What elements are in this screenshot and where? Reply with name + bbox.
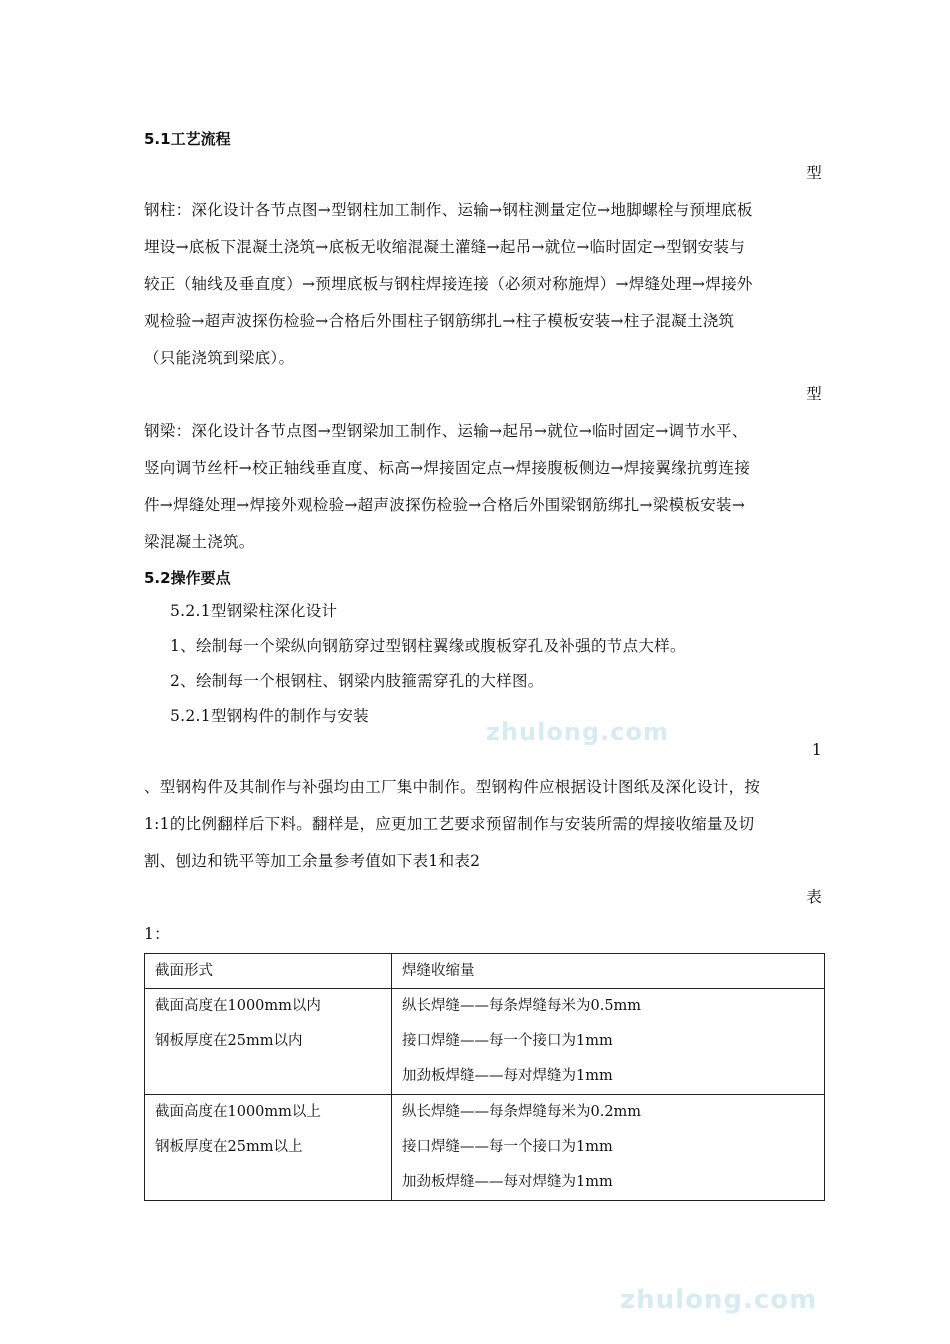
paragraph-lead: 1 bbox=[811, 741, 822, 759]
paragraph-line: 割、刨边和铣平等加工余量参考值如下表1和表2 bbox=[144, 852, 481, 870]
beam-flow-line: 梁混凝土浇筑。 bbox=[144, 533, 255, 551]
beam-flow-line: 件→焊缝处理→焊接外观检验→超声波探伤检验→合格后外围梁钢筋绑扎→梁模板安装→ bbox=[144, 496, 746, 514]
column-flow-line: 观检验→超声波探伤检验→合格后外围柱子钢筋绑扎→柱子模板安装→柱子混凝土浇筑 bbox=[144, 312, 735, 330]
section-condition: 截面高度在1000mm以内 bbox=[155, 998, 321, 1014]
watermark: zhulong.com bbox=[620, 1285, 818, 1315]
table-header-cell bbox=[145, 954, 392, 989]
column-flow-line: 较正（轴线及垂直度）→预埋底板与钢柱焊接连接（必须对称施焊）→焊缝处理→焊接外 bbox=[144, 275, 753, 293]
table-header-cell bbox=[392, 954, 825, 989]
table-cell bbox=[392, 1095, 825, 1201]
header-section-form: 截面形式 bbox=[155, 963, 213, 979]
subsection-title: 5.2.1型钢梁柱深化设计 bbox=[170, 602, 338, 620]
table-cell bbox=[145, 1095, 392, 1201]
shrinkage-value: 加劲板焊缝——每对焊缝为1mm bbox=[402, 1174, 613, 1190]
shrinkage-value: 纵长焊缝——每条焊缝每米为0.5mm bbox=[402, 998, 642, 1014]
section-condition: 钢板厚度在25mm以内 bbox=[155, 1033, 303, 1049]
section-5-2-title: 5.2操作要点 bbox=[144, 569, 231, 587]
table-cell bbox=[145, 989, 392, 1095]
shrinkage-value: 加劲板焊缝——每对焊缝为1mm bbox=[402, 1068, 613, 1084]
paragraph-line: 、型钢构件及其制作与补强均由工厂集中制作。型钢构件应根据设计图纸及深化设计，按 bbox=[144, 778, 761, 796]
table-cell bbox=[392, 989, 825, 1095]
list-item: 1、绘制每一个梁纵向钢筋穿过型钢柱翼缘或腹板穿孔及补强的节点大样。 bbox=[170, 637, 686, 655]
column-flow-lead: 型 bbox=[806, 164, 822, 182]
beam-flow-line: 钢梁：深化设计各节点图→型钢梁加工制作、运输→起吊→就位→临时固定→调节水平、 bbox=[144, 422, 748, 440]
list-item: 2、绘制每一个根钢柱、钢梁内肢箍需穿孔的大样图。 bbox=[170, 672, 544, 690]
watermark: zhulong.com bbox=[486, 718, 669, 746]
table-row bbox=[145, 1095, 825, 1201]
shrinkage-value: 纵长焊缝——每条焊缝每米为0.2mm bbox=[402, 1104, 642, 1120]
beam-flow-line: 竖向调节丝杆→校正轴线垂直度、标高→焊接固定点→焊接腹板侧边→焊接翼缘抗剪连接 bbox=[144, 459, 751, 477]
shrinkage-value: 接口焊缝——每一个接口为1mm bbox=[402, 1033, 613, 1049]
section-condition: 截面高度在1000mm以上 bbox=[155, 1104, 321, 1120]
weld-shrinkage-table bbox=[144, 953, 825, 1201]
section-5-1-title: 5.1工艺流程 bbox=[144, 130, 231, 148]
section-condition: 钢板厚度在25mm以上 bbox=[155, 1139, 303, 1155]
beam-flow-lead: 型 bbox=[806, 385, 822, 403]
column-flow-line: 埋设→底板下混凝土浇筑→底板无收缩混凝土灌缝→起吊→就位→临时固定→型钢安装与 bbox=[144, 238, 746, 256]
table-header-row bbox=[145, 954, 825, 989]
table-caption-lead: 表 bbox=[806, 888, 822, 906]
subsection-title: 5.2.1型钢构件的制作与安装 bbox=[170, 707, 369, 725]
column-flow-line: （只能浇筑到梁底）。 bbox=[144, 349, 295, 367]
column-flow-line: 钢柱：深化设计各节点图→型钢柱加工制作、运输→钢柱测量定位→地脚螺栓与预埋底板 bbox=[144, 201, 753, 219]
table-row bbox=[145, 989, 825, 1095]
paragraph-line: 1:1的比例翻样后下料。翻样是，应更加工艺要求预留制作与安装所需的焊接收缩量及切 bbox=[144, 815, 755, 833]
shrinkage-value: 接口焊缝——每一个接口为1mm bbox=[402, 1139, 613, 1155]
table-caption: 1： bbox=[144, 925, 170, 943]
header-weld-shrinkage: 焊缝收缩量 bbox=[402, 963, 475, 979]
